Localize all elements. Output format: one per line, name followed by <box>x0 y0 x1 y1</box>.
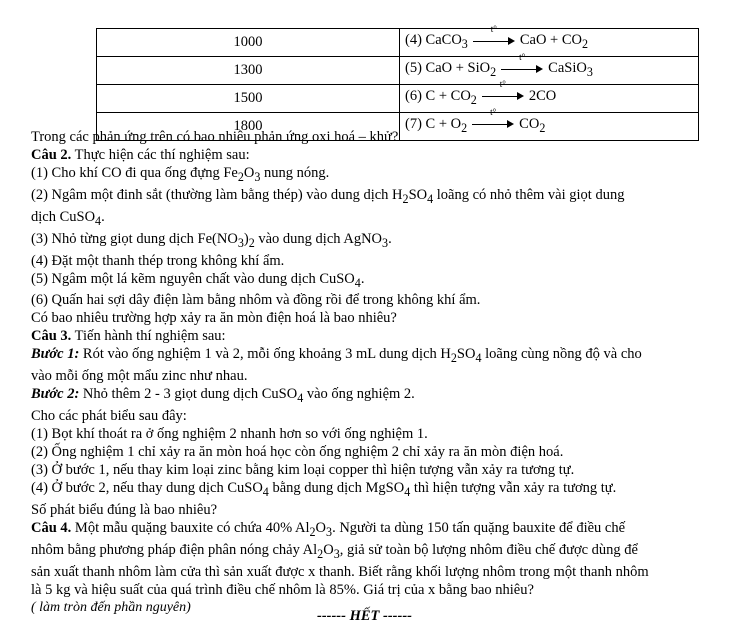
q4-text: Một mẫu quặng bauxite có chứa 40% $Al_2O_3$. Người ta dùng 150 tấn quặng bauxite để điều chế <box>74 520 626 540</box>
reaction-row <box>97 84 699 112</box>
q3-statements-intro: Cho các phát biểu sau đây: <box>31 408 187 425</box>
q3-step2-text: Nhỏ thêm 2 - 3 giọt dung dịch CuSO$_4$ vào ống nghiệm 2. <box>82 386 415 406</box>
q3-step1-text: Rót vào ống nghiệm 1 và 2, mỗi ống khoảng 3 mL dung dịch $H_2SO_4$ loãng cùng nồng độ và cho <box>82 346 642 366</box>
q4-line <box>31 519 703 541</box>
equation-number: (7) <box>405 115 422 132</box>
reaction-row <box>97 56 699 84</box>
reactants: CaCO$_3$ <box>425 32 468 51</box>
reaction-condition: t° <box>499 79 506 90</box>
q2-items <box>31 164 703 309</box>
reaction-arrow <box>501 51 543 75</box>
q4-line: là 5 kg và hiệu suất của quá trình điều chế nhôm là 85%. Giá trị của x bằng bao nhiêu? <box>31 581 534 598</box>
reactants: $C + CO_2$ <box>425 87 477 107</box>
reaction-table-body <box>97 23 699 141</box>
questions <box>31 128 703 617</box>
reaction-condition: t° <box>519 51 526 62</box>
q3-step2-label: Bước 2: <box>31 386 80 403</box>
equation-cell <box>400 79 699 112</box>
arrow-shaft <box>501 69 538 70</box>
q3-statements <box>31 425 703 501</box>
q3-header <box>31 327 703 345</box>
q4-line: sản xuất thanh nhôm làm cửa thì sản xuất được x thanh. Biết rằng khối lượng nhôm trong một thanh nhôm <box>31 563 649 580</box>
products: 2CO <box>528 87 557 104</box>
q1-question: Trong các phản ứng trên có bao nhiêu phản ứng oxi hoá – khử? <box>31 129 399 145</box>
reaction-table <box>96 23 699 141</box>
temperature-cell: 1800 <box>97 112 400 140</box>
end-marker: ------ HẾT ------ <box>316 608 412 624</box>
q2-item: (5) Ngâm một lá kẽm nguyên chất vào dung dịch CuSO$_4$. <box>31 270 365 290</box>
q3-statement: (1) Bọt khí thoát ra ở ống nghiệm 2 nhanh hơn so với ống nghiệm 1. <box>31 426 428 443</box>
arrow-shaft <box>473 41 510 42</box>
reaction-arrow <box>473 23 515 47</box>
arrow-shaft <box>472 124 509 125</box>
q2-question: Có bao nhiêu trường hợp xảy ra ăn mòn điện hoá là bao nhiêu? <box>31 310 397 327</box>
q3-intro: Tiến hành thí nghiệm sau: <box>74 328 226 345</box>
q3-label: Câu 3. <box>31 328 72 345</box>
q2-label: Câu 2. <box>31 147 72 163</box>
reaction-row <box>97 29 699 57</box>
reactants: CaO + SiO$_2$ <box>425 59 497 79</box>
q2-item: (4) Đặt một thanh thép trong không khí ẩm. <box>31 252 285 269</box>
q3-statement: (3) Ở bước 1, nếu thay kim loại zinc bằng kim loại copper thì hiện tượng vẫn xảy ra tương tự. <box>31 462 575 479</box>
q2-header <box>31 146 703 164</box>
equation-number: (5) <box>405 59 422 76</box>
reaction-condition: t° <box>490 107 497 118</box>
reaction-arrow <box>482 79 524 102</box>
q2-item: (6) Quấn hai sợi dây điện làm bằng nhôm và đồng rồi để trong không khí ẩm. <box>31 292 481 309</box>
q3-statement: (4) Ở bước 2, nếu thay dung dịch CuSO$_4$ bằng dung dịch MgSO$_4$ thì hiện tượng vẫn xảy ra tương tự. <box>31 480 617 500</box>
products: $CO_2$ <box>519 115 546 135</box>
q4-block <box>31 519 703 599</box>
q2-item: (3) Nhỏ từng giọt dung dịch $Fe(NO_3)_2$ vào dung dịch AgNO$_3$. <box>31 230 392 250</box>
equation-number: (6) <box>405 87 422 104</box>
reaction-condition: t° <box>490 23 497 34</box>
arrow-shaft <box>482 96 519 97</box>
equation-cell <box>400 23 699 57</box>
q4-line: nhôm bằng phương pháp điện phân nóng chảy $Al_2O_3$, giả sử toàn bộ lượng nhôm điều chế được dùng để <box>31 542 638 561</box>
q3-step1-cont: vào mỗi ống một mẩu zinc như nhau. <box>31 368 248 385</box>
equation-number: (4) <box>405 32 422 48</box>
q4-label: Câu 4. <box>31 520 72 537</box>
q2-item: (2) Ngâm một đinh sắt (thường làm bằng thép) vào dung dịch $H_2SO_4$ loãng có nhỏ thêm vài giọt dung <box>31 186 625 206</box>
q3-step1-label: Bước 1: <box>31 346 80 363</box>
arrow-head <box>508 37 515 45</box>
reactants: $C + O_2$ <box>425 115 468 135</box>
q3-step1 <box>31 345 703 367</box>
q2-intro: Thực hiện các thí nghiệm sau: <box>74 147 250 163</box>
q2-item: (1) Cho khí CO đi qua ống đựng $Fe_2O_3$ nung nóng. <box>31 165 330 184</box>
products: CaO + $CO_2$ <box>519 32 589 51</box>
arrow-head <box>517 92 524 100</box>
products: CaSiO$_3$ <box>548 59 593 79</box>
q3-step2 <box>31 385 703 407</box>
q4-note: ( làm tròn đến phần nguyên) <box>31 599 191 615</box>
temperature-cell: 1000 <box>97 29 400 57</box>
temperature-cell: 1500 <box>97 84 400 112</box>
temperature-cell: 1300 <box>97 56 400 84</box>
arrow-head <box>536 65 543 73</box>
q2-item: dịch CuSO$_4$. <box>31 208 105 228</box>
q3-question: Số phát biểu đúng là bao nhiêu? <box>31 502 218 519</box>
equation-cell <box>400 51 699 84</box>
q3-statement: (2) Ống nghiệm 1 chỉ xảy ra ăn mòn hoá học còn ống nghiệm 2 chỉ xảy ra ăn mòn điện hoá. <box>31 444 564 461</box>
